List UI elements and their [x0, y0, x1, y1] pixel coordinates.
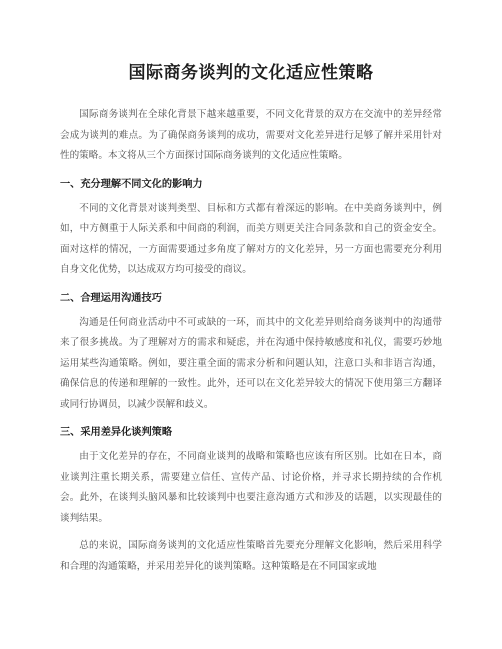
section-1-paragraph: 不同的文化背景对谈判类型、目标和方式都有着深远的影响。在中美商务谈判中，例如，中方侧重于人际关系和中间商的利润，而美方则更关注合同条款和自己的资金安全。面对这样的情况，一方面需要通过多角度了解对方的文化差异，另一方面也需要充分利用自身文化优势，以达成双方均可接受的商议。	[60, 202, 442, 275]
section-3-heading: 三、采用差异化谈判策略	[60, 427, 173, 438]
section-1-heading: 一、充分理解不同文化的影响力	[60, 178, 203, 190]
section-3-paragraph: 由于文化差异的存在，不同商业谈判的战略和策略也应该有所区别。比如在日本，商业谈判注重长期关系，需要建立信任、宣传产品、讨论价格，并寻求长期持续的合作机会。此外，在谈判头脑风暴和比较谈判中也要注意沟通方式和涉及的话题，以实现最佳的谈判结果。	[60, 451, 442, 524]
document-title: 国际商务谈判的文化适应性策略	[128, 63, 374, 83]
intro-paragraph: 国际商务谈判在全球化背景下越来越重要，不同文化背景的双方在交流中的差异经常会成为谈判的难点。为了确保商务谈判的成功，需要对文化差异进行足够了解并采用针对性的策略。本文将从三个方面探讨国际商务谈判的文化适应性策略。	[60, 109, 442, 161]
closing-paragraph: 总的来说，国际商务谈判的文化适应性策略首先要充分理解文化影响，然后采用科学和合理的沟通策略，并采用差异化的谈判策略。这种策略是在不同国家或地	[60, 540, 442, 572]
section-2-heading: 二、合理运用沟通技巧	[60, 292, 162, 304]
section-2-paragraph: 沟通是任何商业活动中不可或缺的一环，而其中的文化差异则给商务谈判中的沟通带来了很多挑战。为了理解对方的需求和疑虑，并在沟通中保持敏感度和礼仪，需要巧妙地运用某些沟通策略。例如，要注重全面的需求分析和问题认知，注意口头和非语言沟通，确保信息的传递和理解的一致性。此外，还可以在文化差异较大的情况下使用第三方翻译或同行协调员，以减少误解和歧义。	[60, 316, 442, 410]
